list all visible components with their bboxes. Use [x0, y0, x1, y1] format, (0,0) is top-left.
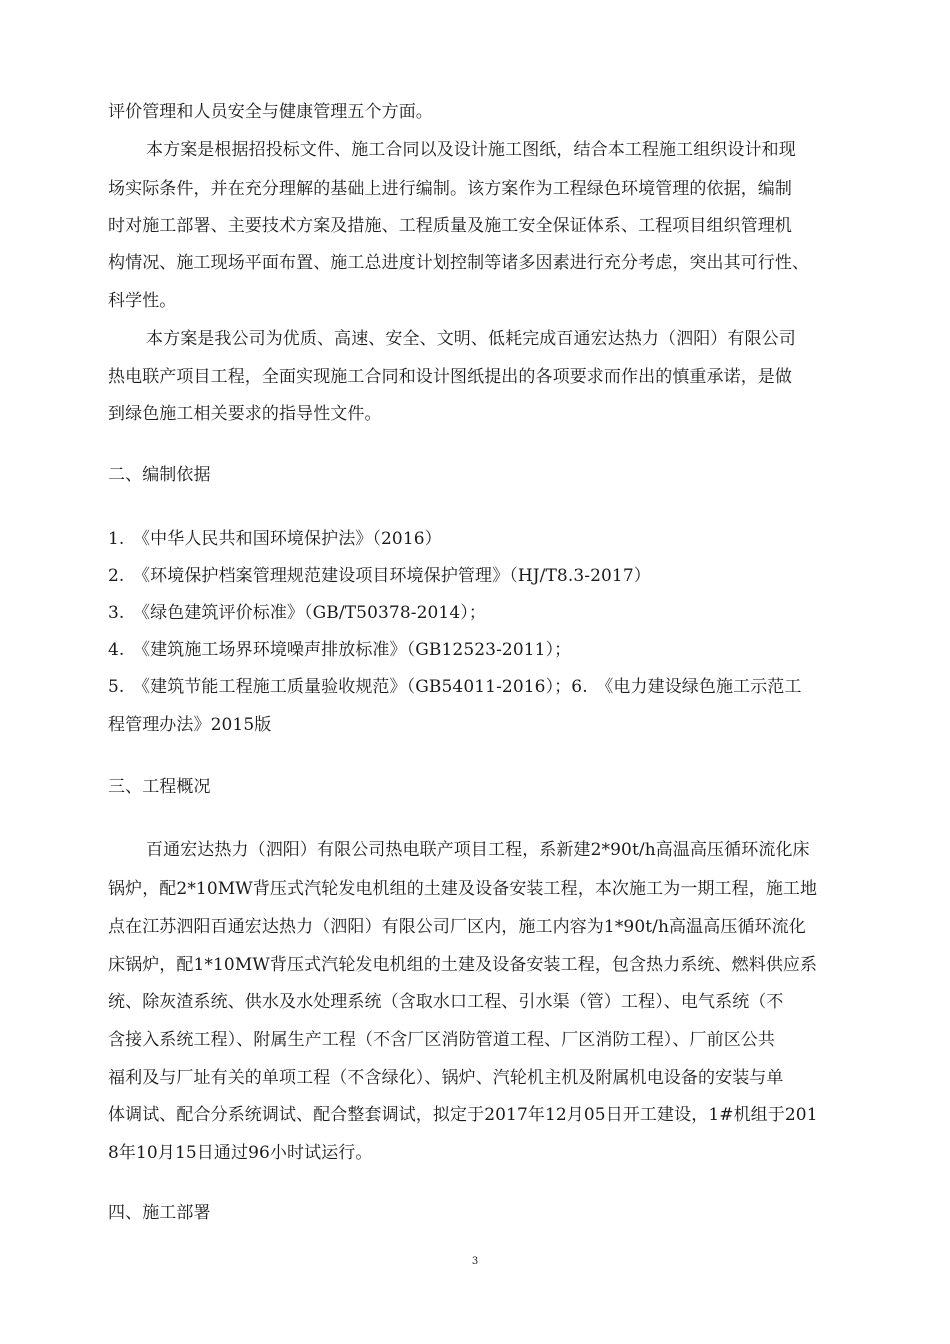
body-text-line: 本方案是根据招投标文件、施工合同以及设计施工图纸，结合本工程施工组织设计和现 — [146, 140, 796, 160]
list-item: 4. 《建筑施工场界环境噪声排放标准》（GB12523-2011）； — [108, 640, 572, 660]
body-text-line: 8年10月15日通过96小时试运行。 — [108, 1143, 373, 1163]
body-text-line: 点在江苏泗阳百通宏达热力（泗阳）有限公司厂区内，施工内容为1*90t/h高温高压循环流化 — [108, 917, 806, 937]
body-text-line: 含接入系统工程）、附属生产工程（不含厂区消防管道工程、厂区消防工程）、厂前区公共 — [108, 1030, 775, 1050]
body-text-line: 时对施工部署、主要技术方案及措施、工程质量及施工安全保证体系、工程项目组织管理机 — [108, 216, 792, 236]
page-number: 3 — [471, 1256, 479, 1267]
body-text-line: 场实际条件，并在充分理解的基础上进行编制。该方案作为工程绿色环境管理的依据，编制 — [108, 179, 792, 199]
body-text-line: 评价管理和人员安全与健康管理五个方面。 — [108, 102, 433, 122]
section-heading: 二、编制依据 — [108, 465, 211, 485]
body-text-line: 构情况、施工现场平面布置、施工总进度计划控制等诸多因素进行充分考虑，突出其可行性、 — [108, 253, 810, 273]
section-heading: 三、工程概况 — [108, 777, 211, 797]
list-item: 5. 《建筑节能工程施工质量验收规范》（GB54011-2016）；6. 《电力建设绿色施工示范工 — [108, 677, 802, 697]
body-text-line: 科学性。 — [108, 291, 177, 311]
body-text-line: 福利及与厂址有关的单项工程（不含绿化）、锅炉、汽轮机主机及附属机电设备的安装与单 — [108, 1068, 784, 1088]
list-item: 2. 《环境保护档案管理规范建设项目环境保护管理》（HJ/T8.3-2017） — [108, 566, 651, 586]
body-text-line: 到绿色施工相关要求的指导性文件。 — [108, 404, 382, 424]
body-text-line: 体调试、配合分系统调试、配合整套调试，拟定于2017年12月05日开工建设，1#机组于201 — [108, 1105, 818, 1125]
section-heading: 四、施工部署 — [108, 1203, 211, 1223]
list-item: 1. 《中华人民共和国环境保护法》（2016） — [108, 529, 442, 549]
list-item: 3. 《绿色建筑评价标准》（GB/T50378-2014）； — [108, 603, 486, 623]
list-item: 程管理办法》2015版 — [108, 715, 272, 735]
body-text-line: 本方案是我公司为优质、高速、安全、文明、低耗完成百通宏达热力（泗阳）有限公司 — [146, 329, 796, 349]
body-text-line: 统、除灰渣系统、供水及水处理系统（含取水口工程、引水渠（管）工程）、电气系统（不 — [108, 992, 784, 1012]
body-text-line: 百通宏达热力（泗阳）有限公司热电联产项目工程，系新建2*90t/h高温高压循环流化床 — [146, 840, 810, 860]
body-text-line: 热电联产项目工程，全面实现施工合同和设计图纸提出的各项要求而作出的慎重承诺，是做 — [108, 367, 792, 387]
body-text-line: 锅炉，配2*10MW背压式汽轮发电机组的土建及设备安装工程，本次施工为一期工程，施工地 — [108, 879, 818, 899]
body-text-line: 床锅炉，配1*10MW背压式汽轮发电机组的土建及设备安装工程，包含热力系统、燃料供应系 — [108, 955, 818, 975]
